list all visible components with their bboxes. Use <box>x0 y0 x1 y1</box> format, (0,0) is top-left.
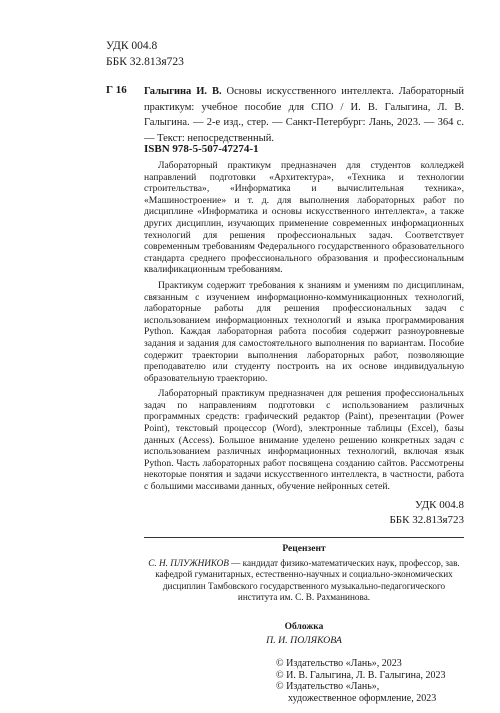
divider <box>144 537 464 538</box>
reviewer-heading: Рецензент <box>282 544 326 554</box>
bibliographic-entry <box>144 84 464 146</box>
entry-author: Галыгина И. В. <box>144 86 222 97</box>
classification-block-bottom <box>364 498 464 528</box>
author-mark: Г 16 <box>106 84 127 96</box>
udk-code: УДК 004.8 <box>414 499 464 511</box>
udk-code: УДК 004.8 <box>106 40 158 52</box>
abstract-paragraph: Практикум содержит требования к знаниям и умениям по дисциплинам, связанным с изучением информационно-коммуникационных технологий, лабораторные работы для решения профессиональных задач с использованием информационных технологий и языка программирования Python. Каждая лабораторная работа пособия содержит разноуровневые задания и задания для самостоятельного выполнения по вариантам. Пособие содержит траектории выполнения лабораторных работ, позволяющие преподавателю или студенту построить на их основе индивидуальную образовательную траекторию. <box>144 279 464 384</box>
abstract <box>144 160 464 497</box>
bbk-code: ББК 32.813я723 <box>106 56 184 68</box>
reviewer-name: С. Н. ПЛУЖНИКОВ <box>148 558 229 568</box>
cover-designer-name: П. И. ПОЛЯКОВА <box>266 635 342 646</box>
abstract-paragraph: Лабораторный практикум предназначен для студентов колледжей направлений подготовки «Архитектура», «Техника и технологии строительства», «Информатика и вычислительная техника», «Машиностроение» и т. д. для выполнения лабораторных работ по дисциплине «Информатика и основы искусственного интеллекта», а также других дисциплин, изучающих применение современных информационных технологий для решения профессиональных задач. Соответствует современным требованиям Федерального государственного образовательного стандарта среднего профессионального образования и профессиональным квалификационным требованиям. <box>144 160 464 276</box>
entry-text: Основы искусственного интеллекта. Лабораторный практикум: учебное пособие для СПО / И. В. Галыгина, Л. В. Галыгина. — 2-е изд., стер. — Санкт-Петербург: Лань, 2023. — 364 с. — Текст: непосредственный. <box>144 86 464 144</box>
copyright-line: © Издательство «Лань», <box>276 681 380 693</box>
isbn: ISBN 978-5-507-47274-1 <box>144 143 259 155</box>
reviewer-info <box>144 558 464 604</box>
reviewer-description: — кандидат физико-математических наук, профессор, зав. кафедрой гуманитарных, естественно-научных и социально-экономических дисциплин Тамбовского государственного музыкально-педагогического института им. С. В. Рахманинова. <box>155 558 460 603</box>
abstract-paragraph: Лабораторный практикум предназначен для решения профессиональных задач по направлениям подготовки с использованием различных программных средств: графический редактор (Paint), презентации (Power Point), текстовый процессор (Word), электронные таблицы (Excel), базы данных (Access). Большое внимание уделено решению конкретных задач с использованием различных информационных технологий, включая язык Python. Часть лабораторных работ посвящена созданию сайтов. Рассмотрены некоторые понятия и задачи искусственного интеллекта, в частности, работа с большими массивами данных, обучение нейронных сетей. <box>144 388 464 493</box>
copyright-line: © Издательство «Лань», 2023 <box>276 658 402 669</box>
copyright-line: художественное оформление, 2023 <box>288 692 437 704</box>
classification-block-top <box>106 38 184 70</box>
copyright-line: © И. В. Галыгина, Л. В. Галыгина, 2023 <box>276 669 446 681</box>
bbk-code: ББК 32.813я723 <box>389 514 464 526</box>
copyright-block <box>276 658 476 704</box>
cover-heading: Обложка <box>284 622 324 632</box>
